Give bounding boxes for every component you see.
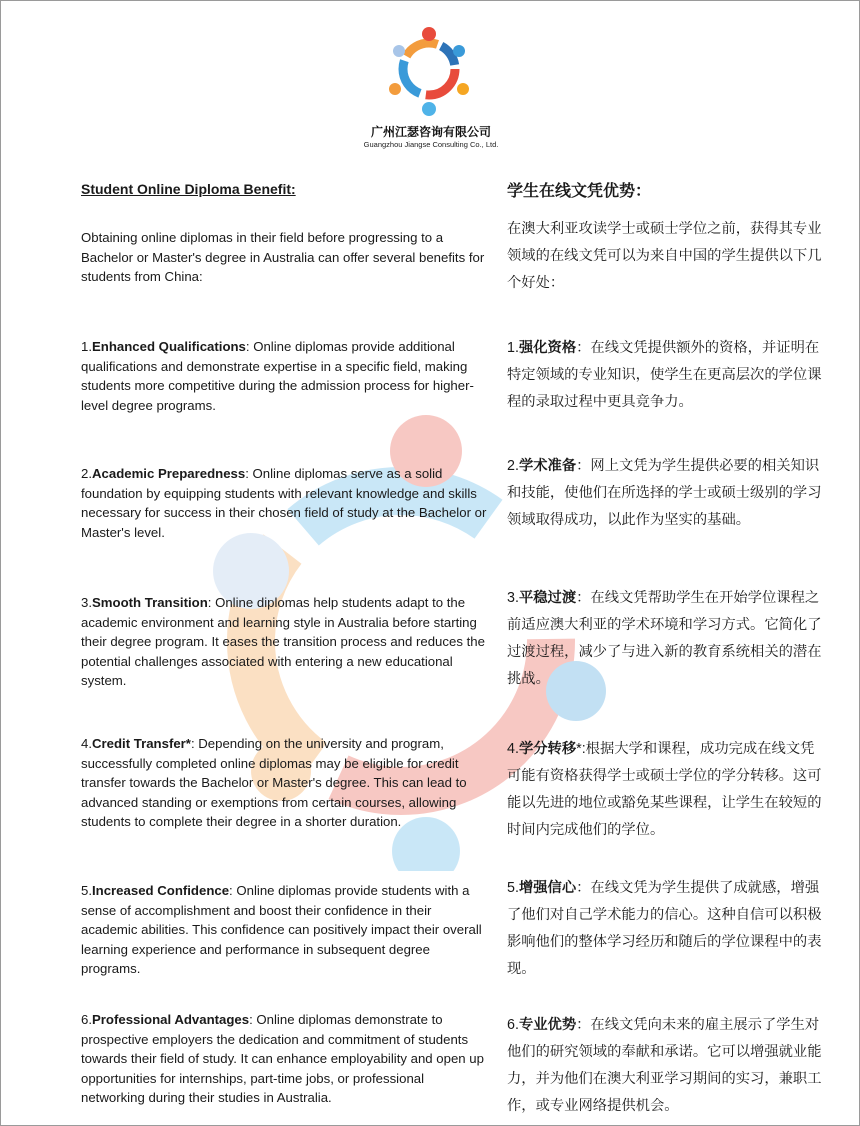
- chinese-item-4: 4.学分转移*:根据大学和课程，成功完成在线文凭可能有资格获得学士或硕士学位的学分转移。这可能以先进的地位或豁免某些课程，让学生在较短的时间内完成他们的学位。: [507, 741, 822, 838]
- english-item-4: 4.Credit Transfer*: Depending on the university and program, successfully completed online diplomas may be eligible for credit transfer towards the Bachelor or Master's degree. This can lead to advanced standing or exemptions from certain courses, allowing students to complete their degree in a shorter duration.: [81, 736, 467, 829]
- company-name-english: Guangzhou Jiangse Consulting Co., Ltd.: [363, 140, 499, 149]
- chinese-item-3: 3.平稳过渡：在线文凭帮助学生在开始学位课程之前适应澳大利亚的学术环境和学习方式。它简化了过渡过程，减少了与进入新的教育系统相关的潜在挑战。: [507, 590, 822, 687]
- english-item-3: 3.Smooth Transition: Online diplomas help students adapt to the academic environment and learning style in Australia before starting their degree program. It eases the transition process and reduces the potential challenges associated with entering a new educational system.: [81, 595, 485, 688]
- company-logo-icon: [385, 25, 473, 121]
- company-name-chinese: 广州江瑟咨询有限公司: [370, 125, 491, 139]
- english-heading: Student Online Diploma Benefit:: [81, 181, 296, 197]
- english-item-2: 2.Academic Preparedness: Online diplomas serve as a solid foundation by equipping students with relevant knowledge and skills necessary for success in their chosen field of study at the Bachelor or Master's level.: [81, 466, 487, 540]
- chinese-item-2: 2.学术准备：网上文凭为学生提供必要的相关知识和技能，使他们在所选择的学士或硕士级别的学习领域取得成功，以此作为坚实的基础。: [507, 458, 822, 528]
- chinese-item-1: 1.强化资格：在线文凭提供额外的资格，并证明在特定领域的专业知识，使学生在更高层次的学位课程的录取过程中更具竞争力。: [507, 340, 822, 410]
- chinese-item-5: 5.增强信心：在线文凭为学生提供了成就感，增强了他们对自己学术能力的信心。这种自信可以积极影响他们的整体学习经历和随后的学位课程中的表现。: [507, 880, 822, 977]
- chinese-heading: 学生在线文凭优势：: [507, 183, 652, 200]
- chinese-intro: 在澳大利亚攻读学士或硕士学位之前，获得其专业领域的在线文凭可以为来自中国的学生提供以下几个好处：: [507, 221, 822, 291]
- english-item-5: 5.Increased Confidence: Online diplomas provide students with a sense of accomplishment and boost their confidence in their academic abilities. This confidence can positively impact their overall learning experience and performance in subsequent degree programs.: [81, 883, 482, 976]
- english-intro: Obtaining online diplomas in their field before progressing to a Bachelor or Master's degree in Australia can offer several benefits for students from China:: [81, 230, 485, 284]
- english-item-6: 6.Professional Advantages: Online diplomas demonstrate to prospective employers the dedication and commitment of students towards their field of study. It can enhance employability and open up opportunities for internships, part-time jobs, or professional networking during their studies in Australia.: [81, 1012, 484, 1105]
- english-item-1: 1.Enhanced Qualifications: Online diplomas provide additional qualifications and demonstrate expertise in a specific field, making students more competitive during the admission process for higher-level degree programs.: [81, 339, 474, 413]
- chinese-item-6: 6.专业优势：在线文凭向未来的雇主展示了学生对他们的研究领域的奉献和承诺。它可以增强就业能力，并为他们在澳大利亚学习期间的实习，兼职工作，或专业网络提供机会。: [507, 1017, 822, 1114]
